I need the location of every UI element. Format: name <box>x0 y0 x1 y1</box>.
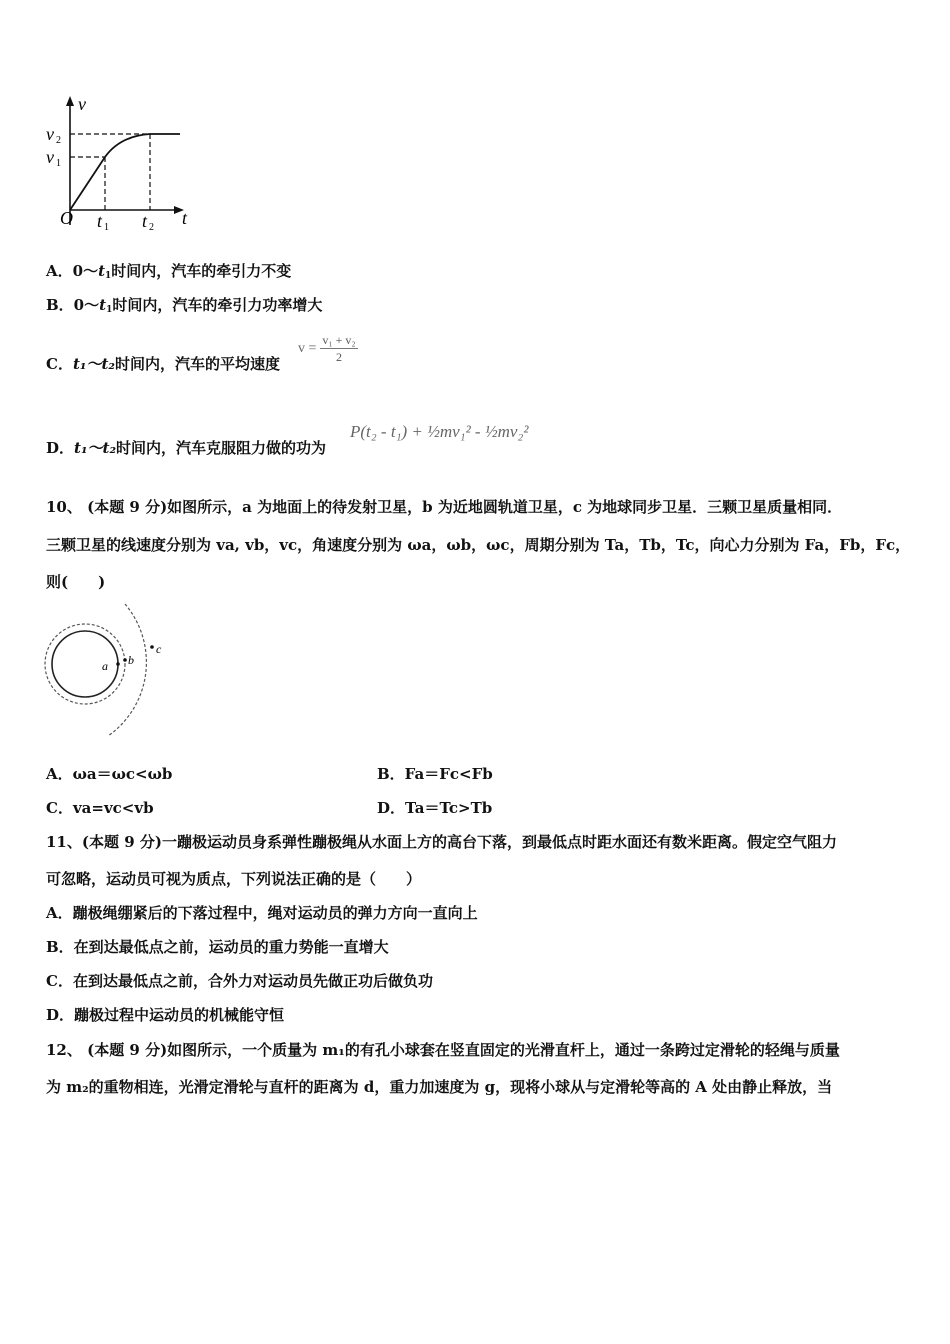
q10-stem-line1: 10、 (本题 9 分)如图所示，a 为地面上的待发射卫星，b 为近地圆轨道卫星，c 为地球同步卫星．三颗卫星质量相同． <box>46 498 843 516</box>
q10-option-b: B．Fa＝Fc<Fb <box>377 765 493 783</box>
v-axis-arrow <box>66 96 74 106</box>
synchronous-orbit-arc <box>108 604 146 736</box>
v2-label: v <box>46 124 54 144</box>
satellite-a <box>116 662 120 666</box>
t-axis-label: t <box>182 208 188 228</box>
v2-sub: 2 <box>56 135 61 146</box>
v-axis-label: v <box>78 94 86 114</box>
q9-option-d-formula: P(t₂ - t₁) + ½mv₁² - ½mv₂² <box>350 422 529 441</box>
q9-option-c: C．t₁～t₂时间内，汽车的平均速度 <box>46 355 280 373</box>
t2-sub: 2 <box>149 222 154 233</box>
t1-sub: 1 <box>104 222 109 233</box>
label-a: a <box>102 659 108 673</box>
label-b: b <box>128 653 134 667</box>
q11-option-b: B．在到达最低点之前，运动员的重力势能一直增大 <box>46 938 389 956</box>
q11-option-a: A．蹦极绳绷紧后的下落过程中，绳对运动员的弹力方向一直向上 <box>46 904 478 922</box>
near-earth-orbit <box>45 624 125 704</box>
q9-option-b: B．$0\sim t_1$时间内，汽车的牵引力功率增大 <box>46 296 323 315</box>
q9-option-d: D．t₁～t₂时间内，汽车克服阻力做的功为 <box>46 439 327 457</box>
q12-stem-line1: 12、 (本题 9 分)如图所示，一个质量为 m₁的有孔小球套在竖直固定的光滑直杆上，通过一条跨过定滑轮的轻绳与质量 <box>46 1041 840 1059</box>
q11-option-c: C．在到达最低点之前，合外力对运动员先做正功后做负功 <box>46 972 433 990</box>
q9-option-a: A．$0\sim t_1$时间内，汽车的牵引力不变 <box>46 262 292 281</box>
q10-option-d: D．Ta＝Tc>Tb <box>377 799 493 817</box>
v1-label: v <box>46 147 54 167</box>
t1-label: t <box>97 211 103 231</box>
satellite-c <box>150 645 154 649</box>
label-c: c <box>156 642 162 656</box>
q11-option-d: D．蹦极过程中运动员的机械能守恒 <box>46 1006 285 1024</box>
v1-sub: 1 <box>56 158 61 169</box>
q10-stem-line2: 三颗卫星的线速度分别为 va, vb，vc，角速度分别为 ωa，ωb，ωc，周期分别为 Ta，Tb，Tc，向心力分别为 Fa，Fb，Fc， <box>46 536 911 554</box>
q9-option-c-formula: v = $\frac{\text{v₁ + v₂}}{2}$ <box>298 333 356 364</box>
q10-option-c: C．va=vc<vb <box>46 799 154 817</box>
q10-option-a: A．ωa＝ωc<ωb <box>46 765 173 783</box>
satellite-b <box>123 658 127 662</box>
t2-label: t <box>142 211 148 231</box>
q11-stem-line2: 可忽略，运动员可视为质点，下列说法正确的是（ ） <box>46 870 422 888</box>
origin-label: O <box>60 208 73 228</box>
velocity-curve <box>70 134 180 210</box>
velocity-time-graph <box>40 90 200 235</box>
q12-stem-line2: 为 m₂的重物相连，光滑定滑轮与直杆的距离为 d，重力加速度为 g，现将小球从与定滑轮等高的 A 处由静止释放，当 <box>46 1078 833 1096</box>
earth-circle <box>52 631 118 697</box>
satellite-orbit-diagram <box>40 598 170 738</box>
q10-stem-line3: 则( ) <box>46 573 106 591</box>
q11-stem-line1: 11、(本题 9 分)一蹦极运动员身系弹性蹦极绳从水面上方的高台下落，到最低点时距水面还有数米距离。假定空气阻力 <box>46 833 837 851</box>
